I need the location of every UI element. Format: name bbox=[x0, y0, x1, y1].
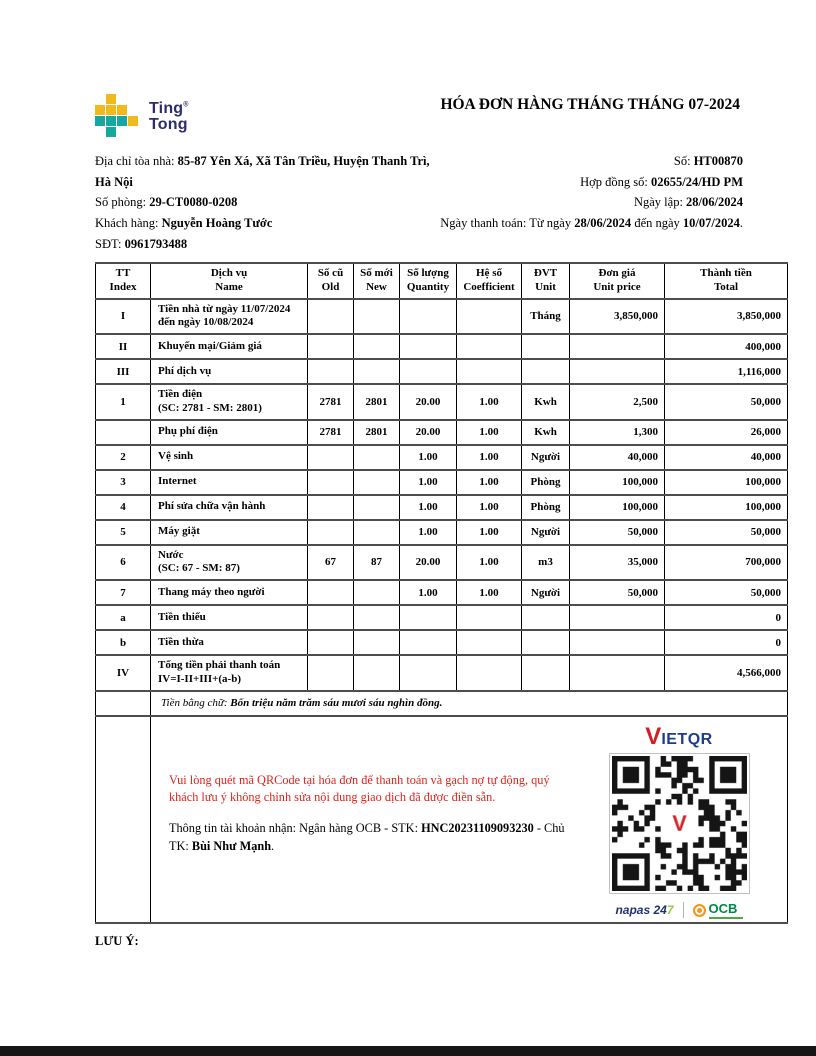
cell-coef: 1.00 bbox=[457, 495, 522, 520]
ocb-logo bbox=[693, 902, 743, 919]
cell-qty bbox=[400, 334, 457, 359]
cell-coef: 1.00 bbox=[457, 580, 522, 605]
cell-qty: 1.00 bbox=[400, 445, 457, 470]
cell-old bbox=[308, 520, 354, 545]
cell-name: Phí sửa chữa vận hành bbox=[151, 495, 308, 520]
info-row bbox=[95, 213, 743, 234]
cell-coef bbox=[457, 605, 522, 630]
cell-name: Tiền nhà từ ngày 11/07/2024 đến ngày 10/08/2024 bbox=[151, 299, 308, 335]
cell-new: 2801 bbox=[354, 420, 400, 445]
cell-price bbox=[570, 605, 665, 630]
vietqr-block bbox=[593, 720, 765, 919]
payment-qr-row bbox=[96, 716, 788, 923]
cell-new bbox=[354, 495, 400, 520]
cell-total: 40,000 bbox=[665, 445, 788, 470]
vietqr-iet: IET bbox=[661, 730, 688, 748]
info-left-text: Số phòng: 29-CT0080-0208 bbox=[95, 195, 238, 210]
cell-old bbox=[308, 630, 354, 655]
cell-total: 1,116,000 bbox=[665, 359, 788, 384]
cell-coef bbox=[457, 630, 522, 655]
info-row bbox=[95, 234, 743, 255]
cell-name: Nước (SC: 67 - SM: 87) bbox=[151, 545, 308, 581]
cell-name: Thang máy theo người bbox=[151, 580, 308, 605]
cell-unit: Phòng bbox=[522, 470, 570, 495]
cell-new: 2801 bbox=[354, 384, 400, 420]
info-right-text: Số: HT00870 bbox=[673, 154, 743, 168]
cell-price: 2,500 bbox=[570, 384, 665, 420]
cell-unit bbox=[522, 605, 570, 630]
cell-old bbox=[308, 445, 354, 470]
table-row bbox=[96, 384, 788, 420]
cell-total: 50,000 bbox=[665, 580, 788, 605]
cell-name: Tiền thừa bbox=[151, 630, 308, 655]
cell-new bbox=[354, 299, 400, 335]
cell-qty: 20.00 bbox=[400, 420, 457, 445]
cell-unit: Người bbox=[522, 520, 570, 545]
table-row bbox=[96, 520, 788, 545]
cell-total: 50,000 bbox=[665, 520, 788, 545]
cell-total: 4,566,000 bbox=[665, 655, 788, 691]
cell-total: 400,000 bbox=[665, 334, 788, 359]
cell-tt: 1 bbox=[96, 384, 151, 420]
cell-old bbox=[308, 580, 354, 605]
cell-qty: 20.00 bbox=[400, 545, 457, 581]
table-row bbox=[96, 630, 788, 655]
cell-total: 0 bbox=[665, 605, 788, 630]
table-row bbox=[96, 445, 788, 470]
account-info-text: Thông tin tài khoản nhận: Ngân hàng OCB - STK: HNC20231109093230 - Chủ TK: Bùi Như Mạnh. bbox=[169, 821, 565, 853]
cell-total: 100,000 bbox=[665, 470, 788, 495]
empty-cell bbox=[96, 691, 151, 716]
cell-tt: b bbox=[96, 630, 151, 655]
cell-tt: I bbox=[96, 299, 151, 335]
cell-price bbox=[570, 655, 665, 691]
cell-name: Phụ phí điện bbox=[151, 420, 308, 445]
divider bbox=[683, 902, 684, 918]
cell-price: 3,850,000 bbox=[570, 299, 665, 335]
cell-new bbox=[354, 605, 400, 630]
table-row bbox=[96, 545, 788, 581]
cell-unit: m3 bbox=[522, 545, 570, 581]
logo-square bbox=[106, 127, 116, 137]
cell-name: Tiền thiếu bbox=[151, 605, 308, 630]
cell-old bbox=[308, 495, 354, 520]
cell-unit bbox=[522, 359, 570, 384]
vietqr-qr: QR bbox=[687, 730, 713, 748]
qr-code bbox=[609, 753, 750, 894]
cell-coef bbox=[457, 359, 522, 384]
logo-square bbox=[95, 105, 105, 115]
cell-coef: 1.00 bbox=[457, 520, 522, 545]
page-edge-bar bbox=[0, 1046, 816, 1056]
cell-old: 2781 bbox=[308, 384, 354, 420]
cell-price: 100,000 bbox=[570, 470, 665, 495]
cell-old: 2781 bbox=[308, 420, 354, 445]
column-header: TT Index bbox=[96, 263, 151, 299]
invoice-table bbox=[95, 262, 788, 924]
ocb-circle-icon bbox=[693, 904, 706, 917]
table-row bbox=[96, 655, 788, 691]
cell-coef bbox=[457, 299, 522, 335]
logo-square bbox=[128, 116, 138, 126]
cell-qty: 1.00 bbox=[400, 580, 457, 605]
table-row bbox=[96, 495, 788, 520]
qr-code-canvas bbox=[612, 756, 747, 891]
logo-square bbox=[106, 94, 116, 104]
column-header: Số cũ Old bbox=[308, 263, 354, 299]
cell-price: 100,000 bbox=[570, 495, 665, 520]
info-left-text: Địa chỉ tòa nhà: 85-87 Yên Xá, Xã Tân Triều, Huyện Thanh Trì, bbox=[95, 154, 430, 168]
cell-name: Tổng tiền phải thanh toán IV=I-II+III+(a-b) bbox=[151, 655, 308, 691]
cell-coef: 1.00 bbox=[457, 420, 522, 445]
cell-qty bbox=[400, 630, 457, 655]
table-row bbox=[96, 420, 788, 445]
logo-line1: Ting bbox=[149, 100, 184, 118]
info-right-text: Hợp đồng số: 02655/24/HD PM bbox=[580, 174, 743, 189]
cell-qty: 1.00 bbox=[400, 470, 457, 495]
qr-warning-text: Vui lòng quét mã QRCode tại hóa đơn để thanh toán và gạch nợ tự động, quý khách lưu ý không chỉnh sửa nội dung giao dịch đã được điền sẵn. bbox=[169, 772, 550, 805]
cell-price bbox=[570, 630, 665, 655]
logo-square bbox=[106, 116, 116, 126]
cell-total: 50,000 bbox=[665, 384, 788, 420]
cell-unit: Tháng bbox=[522, 299, 570, 335]
cell-name: Tiền điện (SC: 2781 - SM: 2801) bbox=[151, 384, 308, 420]
cell-total: 3,850,000 bbox=[665, 299, 788, 335]
cell-qty: 1.00 bbox=[400, 520, 457, 545]
logo-square bbox=[117, 105, 127, 115]
table-row bbox=[96, 299, 788, 335]
tingtong-logo-text bbox=[149, 101, 189, 131]
napas-logo: napas 247 bbox=[615, 903, 674, 917]
logo-square bbox=[95, 116, 105, 126]
payment-partners bbox=[615, 902, 742, 919]
page-title: HÓA ĐƠN HÀNG THÁNG THÁNG 07-2024 bbox=[440, 96, 740, 113]
logo-square bbox=[117, 116, 127, 126]
footer-note: LƯU Ý: bbox=[95, 934, 139, 948]
tingtong-logo bbox=[95, 94, 189, 139]
payment-instructions bbox=[155, 720, 593, 919]
cell-total: 26,000 bbox=[665, 420, 788, 445]
cell-price: 35,000 bbox=[570, 545, 665, 581]
column-header: Số mới New bbox=[354, 263, 400, 299]
invoice-table-header bbox=[96, 263, 788, 299]
cell-qty: 20.00 bbox=[400, 384, 457, 420]
ocb-subline bbox=[709, 917, 743, 919]
cell-coef bbox=[457, 655, 522, 691]
ocb-text: OCB bbox=[708, 900, 738, 916]
cell-total: 0 bbox=[665, 630, 788, 655]
info-row bbox=[95, 192, 743, 213]
cell-name: Máy giặt bbox=[151, 520, 308, 545]
cell-price: 50,000 bbox=[570, 580, 665, 605]
cell-coef: 1.00 bbox=[457, 545, 522, 581]
cell-unit: Kwh bbox=[522, 384, 570, 420]
cell-name: Vệ sinh bbox=[151, 445, 308, 470]
cell-tt: 4 bbox=[96, 495, 151, 520]
info-left-text: Khách hàng: Nguyễn Hoàng Tước bbox=[95, 216, 273, 231]
info-row bbox=[95, 151, 743, 172]
cell-unit: Người bbox=[522, 580, 570, 605]
cell-total: 700,000 bbox=[665, 545, 788, 581]
cell-old: 67 bbox=[308, 545, 354, 581]
cell-name: Khuyến mại/Giảm giá bbox=[151, 334, 308, 359]
cell-new bbox=[354, 520, 400, 545]
cell-qty bbox=[400, 655, 457, 691]
cell-tt: III bbox=[96, 359, 151, 384]
cell-tt: 7 bbox=[96, 580, 151, 605]
cell-tt: II bbox=[96, 334, 151, 359]
cell-unit: Người bbox=[522, 445, 570, 470]
column-header: Thành tiền Total bbox=[665, 263, 788, 299]
column-header: Hệ số Coefficient bbox=[457, 263, 522, 299]
column-header: ĐVT Unit bbox=[522, 263, 570, 299]
amount-in-words: Tiền bằng chữ: Bốn triệu năm trăm sáu mươi sáu nghìn đồng. bbox=[151, 691, 788, 716]
cell-price: 50,000 bbox=[570, 520, 665, 545]
info-block bbox=[95, 151, 743, 254]
cell-qty: 1.00 bbox=[400, 495, 457, 520]
cell-new bbox=[354, 359, 400, 384]
cell-unit: Kwh bbox=[522, 420, 570, 445]
table-row bbox=[96, 580, 788, 605]
cell-tt: IV bbox=[96, 655, 151, 691]
cell-price bbox=[570, 334, 665, 359]
cell-qty bbox=[400, 359, 457, 384]
cell-price bbox=[570, 359, 665, 384]
cell-unit: Phòng bbox=[522, 495, 570, 520]
info-left-text: SĐT: 0961793488 bbox=[95, 236, 188, 251]
cell-new bbox=[354, 470, 400, 495]
column-header: Dịch vụ Name bbox=[151, 263, 308, 299]
cell-old bbox=[308, 470, 354, 495]
cell-qty bbox=[400, 605, 457, 630]
info-left-text: Hà Nội bbox=[95, 174, 133, 189]
cell-price: 1,300 bbox=[570, 420, 665, 445]
cell-unit bbox=[522, 334, 570, 359]
cell-new bbox=[354, 630, 400, 655]
cell-new bbox=[354, 445, 400, 470]
table-row bbox=[96, 470, 788, 495]
cell-tt: 3 bbox=[96, 470, 151, 495]
table-row bbox=[96, 334, 788, 359]
cell-old bbox=[308, 299, 354, 335]
info-right-text: Ngày thanh toán: Từ ngày 28/06/2024 đến ngày 10/07/2024. bbox=[440, 216, 743, 231]
cell-name: Phí dịch vụ bbox=[151, 359, 308, 384]
cell-coef: 1.00 bbox=[457, 445, 522, 470]
cell-coef bbox=[457, 334, 522, 359]
registered-mark-icon: ® bbox=[183, 101, 189, 109]
cell-new bbox=[354, 334, 400, 359]
logo-square bbox=[106, 105, 116, 115]
info-right-text: Ngày lập: 28/06/2024 bbox=[633, 195, 743, 210]
cell-old bbox=[308, 334, 354, 359]
cell-name: Internet bbox=[151, 470, 308, 495]
table-row bbox=[96, 605, 788, 630]
vietqr-logo bbox=[645, 722, 713, 750]
vietqr-v: V bbox=[645, 722, 662, 750]
tingtong-logo-icon bbox=[95, 94, 140, 139]
cell-new bbox=[354, 580, 400, 605]
cell-unit bbox=[522, 630, 570, 655]
invoice-table-body bbox=[96, 299, 788, 691]
info-row bbox=[95, 172, 743, 193]
cell-total: 100,000 bbox=[665, 495, 788, 520]
column-header: Đơn giá Unit price bbox=[570, 263, 665, 299]
logo-line2: Tong bbox=[149, 115, 188, 133]
amount-in-words-row bbox=[96, 691, 788, 716]
cell-tt: 6 bbox=[96, 545, 151, 581]
cell-qty bbox=[400, 299, 457, 335]
header-row bbox=[96, 263, 788, 299]
cell-coef: 1.00 bbox=[457, 384, 522, 420]
cell-new: 87 bbox=[354, 545, 400, 581]
cell-old bbox=[308, 359, 354, 384]
column-header: Số lượng Quantity bbox=[400, 263, 457, 299]
cell-coef: 1.00 bbox=[457, 470, 522, 495]
empty-cell bbox=[96, 716, 151, 923]
cell-price: 40,000 bbox=[570, 445, 665, 470]
cell-new bbox=[354, 655, 400, 691]
cell-tt: 5 bbox=[96, 520, 151, 545]
cell-tt bbox=[96, 420, 151, 445]
cell-old bbox=[308, 655, 354, 691]
cell-tt: a bbox=[96, 605, 151, 630]
cell-tt: 2 bbox=[96, 445, 151, 470]
table-row bbox=[96, 359, 788, 384]
cell-unit bbox=[522, 655, 570, 691]
cell-old bbox=[308, 605, 354, 630]
